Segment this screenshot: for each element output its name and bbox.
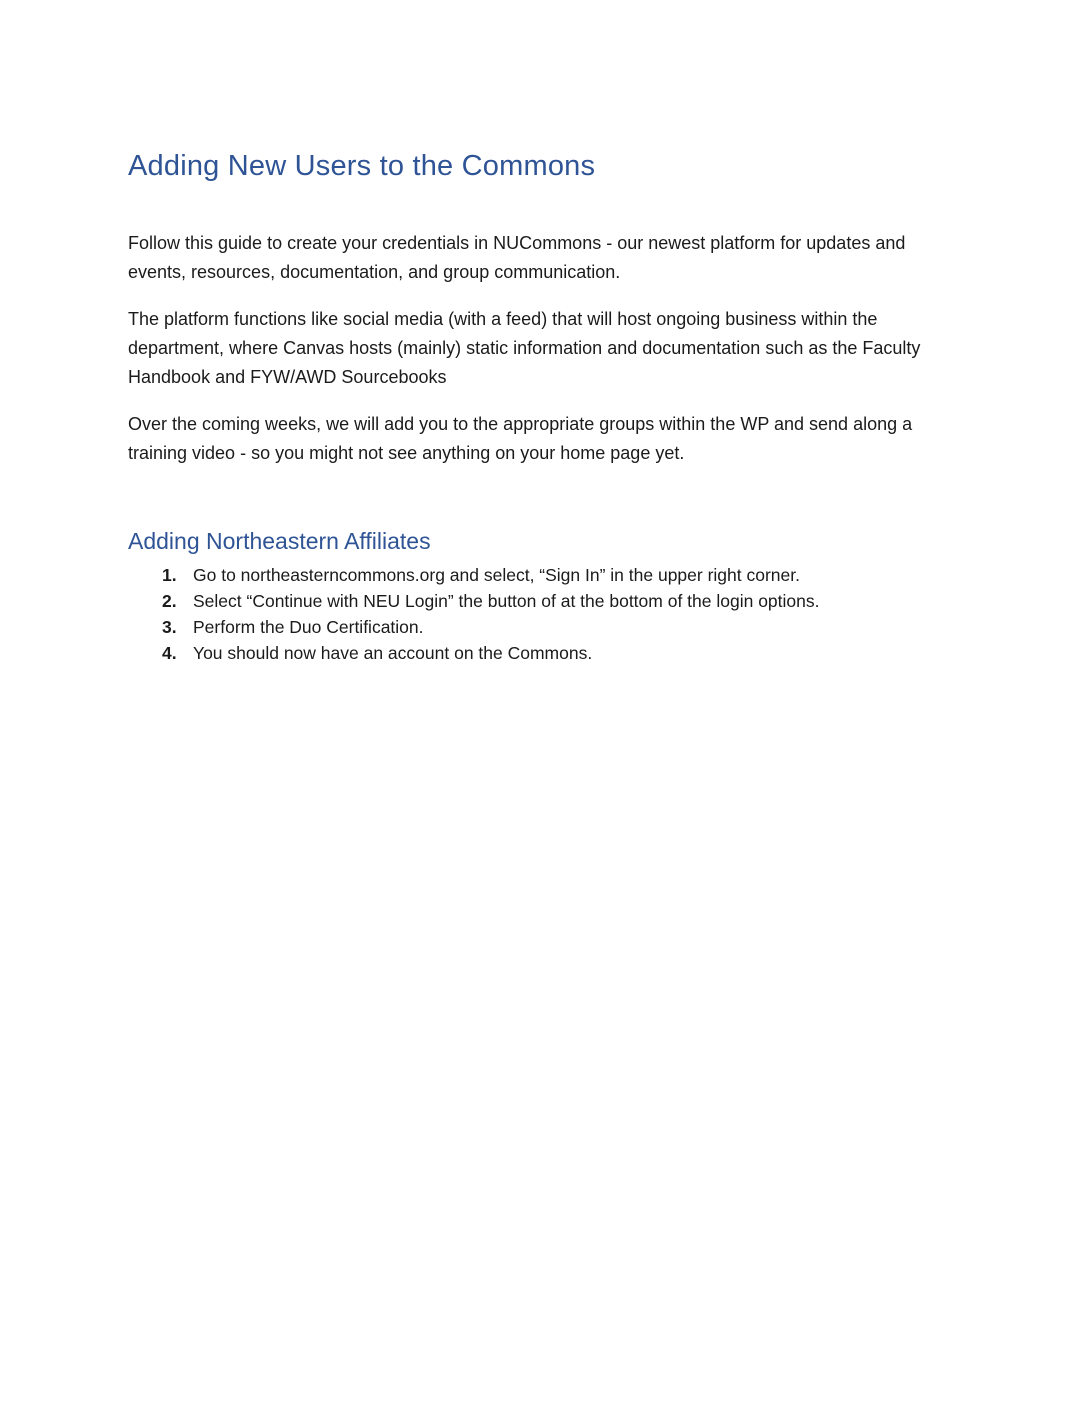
instruction-list — [128, 562, 962, 666]
section-heading-affiliates: Adding Northeastern Affiliates — [128, 528, 431, 554]
list-item-step-3: Perform the Duo Certification. — [193, 617, 424, 637]
coming-weeks-paragraph: Over the coming weeks, we will add you to the appropriate groups within the WP and send along a training video - so you might not see anything on your home page yet. — [128, 414, 913, 463]
list-item-step-1: Go to northeasterncommons.org and select, “Sign In” in the upper right corner. — [193, 565, 800, 585]
list-item-step-4: You should now have an account on the Commons. — [193, 643, 593, 663]
intro-paragraph: Follow this guide to create your credentials in NUCommons - our newest platform for updates and events, resources, documentation, and group communication. — [128, 233, 906, 282]
page-title: Adding New Users to the Commons — [128, 150, 596, 182]
platform-description-paragraph: The platform functions like social media (with a feed) that will host ongoing business within the department, where Canvas hosts (mainly) static information and documentation such as the Faculty Handbook and FYW/AWD Sourcebooks — [128, 309, 921, 387]
list-item-step-2: Select “Continue with NEU Login” the button of at the bottom of the login options. — [193, 591, 820, 611]
